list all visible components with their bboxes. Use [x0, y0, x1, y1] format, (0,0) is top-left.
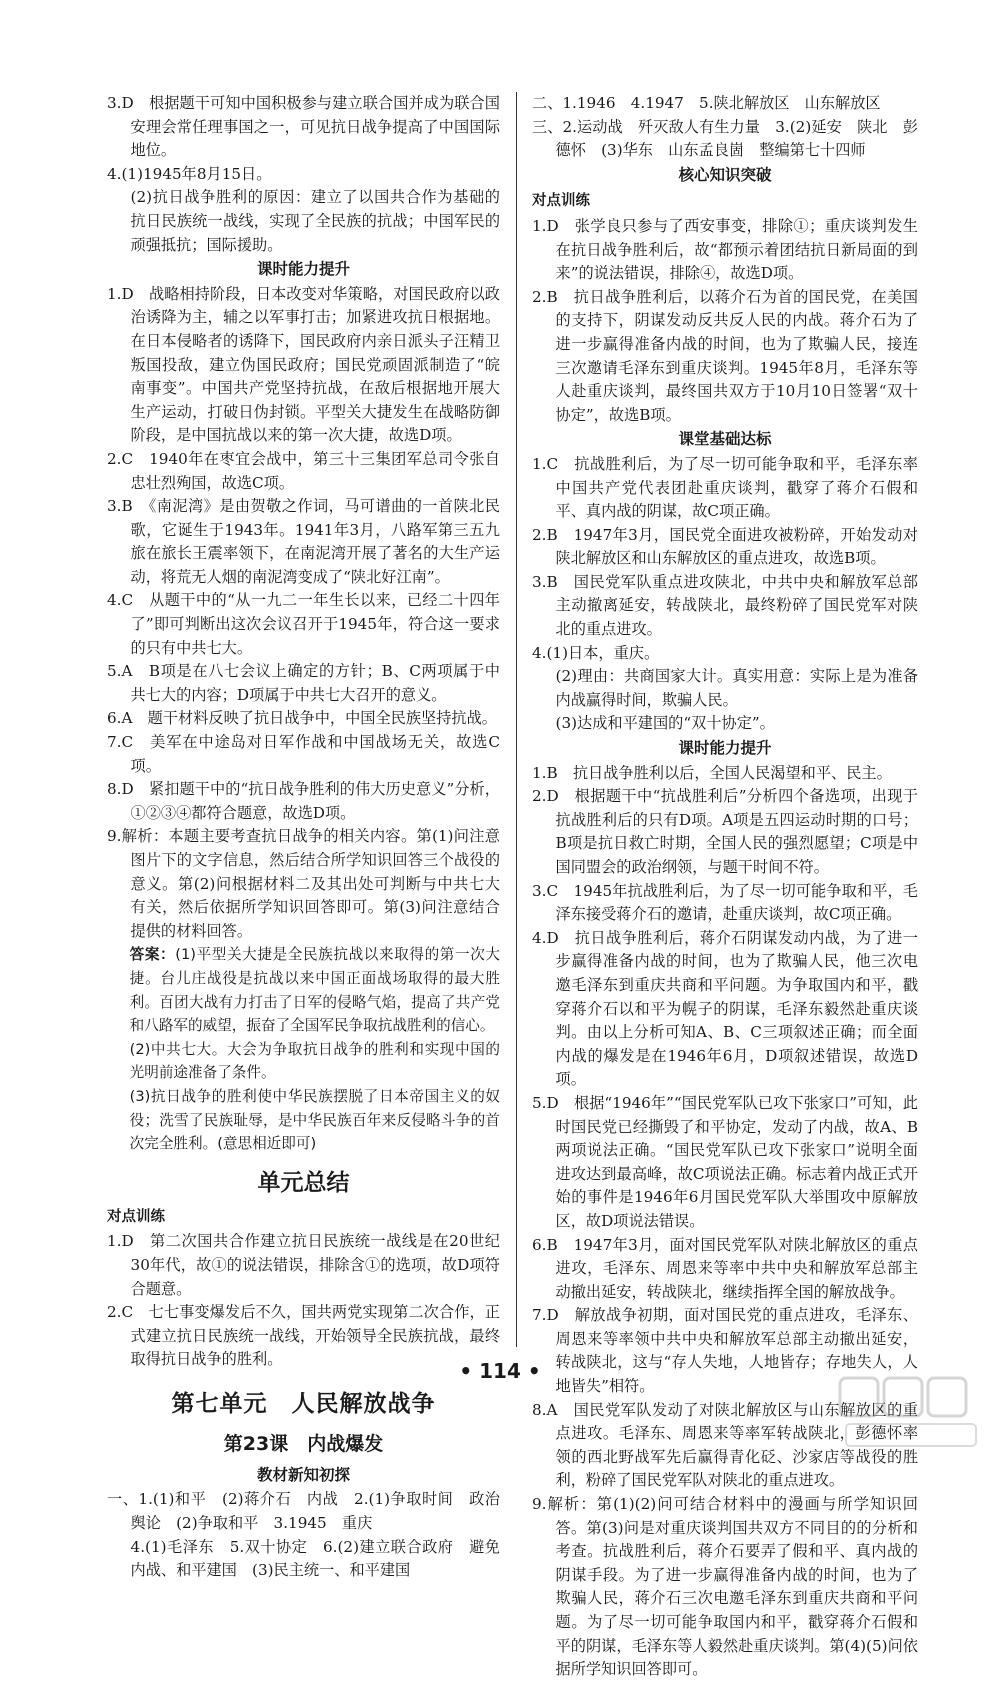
section-heading: 课时能力提升: [678, 739, 772, 758]
answer-item: 3.C 1945年抗战胜利后，为了尽一切可能争取和平，毛泽东接受蒋介石的邀请，赴重庆谈判，故C项正确。: [532, 881, 918, 924]
answer-item: 6.A 题干材料反映了抗日战争中，中国全民族坚持抗战。: [107, 709, 497, 728]
lesson-title: 第23课 内战爆发: [223, 1432, 384, 1455]
answer-item: 2.B 1947年3月，国民党全面进攻被粉碎，开始发动对陕北解放区和山东解放区的重点进攻，故选B项。: [532, 525, 918, 568]
answer-item: 1.B 抗日战争胜利以后，全国人民渴望和平、民主。: [532, 763, 892, 782]
answer-item: 4.(1)1945年8月15日。: [107, 164, 272, 183]
answer-item: 9.解析：本题主要考查抗日战争的相关内容。第(1)问注意图片下的文字信息，然后结合所学知识回答三个战役的意义。第(2)问根据材料二及其出处可判断与中共七大有关，然后依据所学知识回答即可。第(3)问注意结合提供的材料回答。: [107, 827, 500, 940]
section-heading: 课时能力提升: [256, 260, 350, 279]
answer-item: 7.D 解放战争初期，面对国民党的重点进攻，毛泽东、周恩来等率领中共中央和解放军总部主动撤出延安，转战陕北，这与“存人失地，人地皆存；存地失人，人地皆失”相符。: [532, 1306, 918, 1396]
answer-text: (1)平型关大捷是全民族抗战以来取得的第一次大捷。台儿庄战役是抗战以来中国正面战场取得的最大胜利。百团大战有力打击了日军的侵略气焰，提高了共产党和八路军的威望，振奋了全国军民争取抗战胜利的信心。: [129, 946, 500, 1035]
answer-continuation: (2)中共七大。大会为争取抗日战争的胜利和实现中国的光明前途准备了条件。: [129, 1040, 500, 1082]
answer-item: 4.C 从题干中的“从一九二一年生长以来，已经二十四年了”即可判断出这次会议召开于1945年，符合这一要求的只有中共七大。: [107, 591, 500, 657]
answer-continuation: 4.(1)毛泽东 5.双十协定 6.(2)建立联合政府 避免内战、和平建国 (3)民主统一、和平建国: [130, 1537, 500, 1580]
column-divider: [516, 92, 517, 1347]
unit-heading: 单元总结: [257, 1169, 350, 1196]
answer-continuation: (3)达成和平建国的“双十协定”。: [555, 714, 775, 733]
answer-item: 4.D 抗日战争胜利后，蒋介石阴谋发动内战，为了进一步赢得准备内战的时间，也为了欺骗人民，他三次电邀毛泽东到重庆共商和平问题。为争取国内和平，戳穿蒋介石以和平为幌子的阴谋，毛泽东毅然赴重庆谈判。由以上分析可知A、B、C三项叙述正确；而全面内战的爆发是在1946年6月，D项叙述错误，故选D项。: [532, 928, 918, 1089]
section-heading: 教材新知初探: [256, 1465, 350, 1484]
answer-item: 7.C 美军在中途岛对日军作战和中国战场无关，故选C项。: [107, 733, 500, 775]
answer-item: 4.(1)日本，重庆。: [532, 643, 660, 662]
answer-item: 三、2.运动战 歼灭敌人有生力量 3.(2)延安 陕北 彭德怀 (3)华东 山东孟良崮 整编第七十四师: [532, 117, 918, 160]
answer-item: 3.B 国民党军队重点进攻陕北，中共中央和解放军总部主动撤离延安，转战陕北，最终粉碎了国民党军对陕北的重点进攻。: [532, 572, 918, 639]
answer-item: 二、1.1946 4.1947 5.陕北解放区 山东解放区: [532, 94, 881, 112]
subsection-heading: 对点训练: [107, 1208, 165, 1225]
answer-item: 3.B 《南泥湾》是由贺敬之作词，马可谱曲的一首陕北民歌，它诞生于1943年。1941年3月，八路军第三五九旅在旅长王震率领下，在南泥湾开展了著名的大生产运动，将荒无人烟的南泥湾变成了“陕北好江南”。: [107, 497, 500, 586]
answer-item: 1.D 张学良只参与了西安事变，排除①；重庆谈判发生在抗日战争胜利后，故“都预示着团结抗日新局面的到来”的说法错误，排除④，故选D项。: [532, 216, 918, 283]
answer-item: 9.解析：第(1)(2)问可结合材料中的漫画与所学知识回答。第(3)问是对重庆谈判国共双方不同目的的分析和考查。抗战胜利后，蒋介石要弄了假和平、真内战的阴谋手段。为了进一步赢得准备内战的时间，也为了欺骗人民，蒋介石三次电邀毛泽东到重庆共商和平问题。为了尽一切可能争取国内和平，戳穿蒋介石假和平的阴谋，毛泽东等人毅然赴重庆谈判。第(4)(5)问依据所学知识回答即可。: [532, 1495, 918, 1679]
answer-item: 5.A B项是在八七会议上确定的方针；B、C两项属于中共七大的内容；D项属于中共七大召开的意义。: [107, 662, 500, 704]
answer-item: 3.D 根据题干可知中国积极参与建立联合国并成为联合国安理会常任理事国之一，可见抗日战争提高了中国国际地位。: [107, 94, 500, 160]
answer-item: 一、1.(1)和平 (2)蒋介石 内战 2.(1)争取时间 政治舆论 (2)争取和平 3.1945 重庆: [107, 1490, 500, 1533]
section-heading: 核心知识突破: [678, 165, 772, 184]
answer-continuation: (2)抗日战争胜利的原因：建立了以国共合作为基础的抗日民族统一战线，实现了全民族的抗战；中国军民的顽强抵抗；国际援助。: [130, 188, 500, 254]
answer-item: 8.D 紧扣题干中的“抗日战争胜利的伟大历史意义”分析，①②③④都符合题意，故选D项。: [107, 780, 500, 822]
answer-item: 6.B 1947年3月，面对国民党军队对陕北解放区的重点进攻，毛泽东、周恩来等率中共中央和解放军总部主动撤出延安，转战陕北，继续指挥全国的解放战争。: [532, 1235, 918, 1301]
subsection-heading: 对点训练: [532, 193, 590, 210]
answer-item: 1.D 战略相持阶段，日本改变对华策略，对国民政府以政治诱降为主，辅之以军事打击；加紧进攻抗日根据地。在日本侵略者的诱降下，国民政府内亲日派头子汪精卫叛国投敌，建立伪国民政府；国民党顽固派制造了“皖南事变”。中国共产党坚持抗战，在敌后根据地开展大生产运动，打破日伪封锁。平型关大捷发生在战略防御阶段，是中国抗战以来的第一次大捷，故选D项。: [107, 284, 500, 445]
answer-item: 8.A 国民党军队发动了对陕北解放区与山东解放区的重点进攻。毛泽东、周恩来等率军转战陕北，彭德怀率领的西北野战军先后赢得青化砭、沙家店等战役的胜利，粉碎了国民党军队对陕北的重点进攻。: [532, 1400, 918, 1490]
answer-continuation: (3)抗日战争的胜利使中华民族摆脱了日本帝国主义的奴役；洗雪了民族耻辱，是中华民族百年来反侵略斗争的首次完全胜利。(意思相近即可): [129, 1087, 500, 1153]
answer-item: 2.C 1940年在枣宜会战中，第三十三集团军总司令张自忠壮烈殉国，故选C项。: [107, 449, 500, 492]
answer-item: 2.B 抗日战争胜利后，以蒋介石为首的国民党，在美国的支持下，阴谋发动反共反人民的内战。蒋介石为了进一步赢得准备内战的时间，也为了欺骗人民，接连三次邀请毛泽东到重庆谈判。1945年8月，毛泽东等人赴重庆谈判，最终国共双方于10月10日签署“双十协定”，故选B项。: [532, 287, 918, 424]
answer-continuation: (2)理由：共商国家大计。真实用意：实际上是为准备内战赢得时间，欺骗人民。: [555, 667, 918, 709]
section-heading: 课堂基础达标: [678, 430, 772, 449]
answer-item: 1.D 第二次国共合作建立抗日民族统一战线是在20世纪30年代，故①的说法错误，排除含①的选项，故D项符合题意。: [107, 1232, 500, 1298]
chapter-title: 第七单元 人民解放战争: [171, 1390, 436, 1417]
answer-item: 5.D 根据“1946年”“国民党军队已攻下张家口”可知，此时国民党已经撕毁了和平协定，发动了内战，故A、B两项说法正确。“国民党军队已攻下张家口”说明全面进攻达到最高峰，故C项说法正确。标志着内战正式开始的事件是1946年6月国民党军队大举围攻中原解放区，故D项说法错误。: [532, 1093, 918, 1230]
page-number: • 114 •: [459, 1359, 541, 1383]
answer-item: 1.C 抗战胜利后，为了尽一切可能争取和平，毛泽东率中国共产党代表团赴重庆谈判，戳穿了蒋介石假和平、真内战的阴谋，故C项正确。: [532, 454, 918, 521]
watermark-logo: [836, 1372, 986, 1452]
answer-label: 答案：: [129, 946, 176, 964]
answer-block: [107, 943, 500, 1037]
answer-item: 2.C 七七事变爆发后不久，国共两党实现第二次合作，正式建立抗日民族统一战线，开始领导全民族抗战，最终取得抗日战争的胜利。: [107, 1303, 500, 1369]
answer-item: 2.D 根据题干中“抗战胜利后”分析四个备选项，出现于抗战胜利后的只有D项。A项是五四运动时期的口号；B项是抗日救亡时期，全国人民的强烈愿望；C项是中国同盟会的政治纲领，与题干时间不符。: [532, 787, 918, 876]
